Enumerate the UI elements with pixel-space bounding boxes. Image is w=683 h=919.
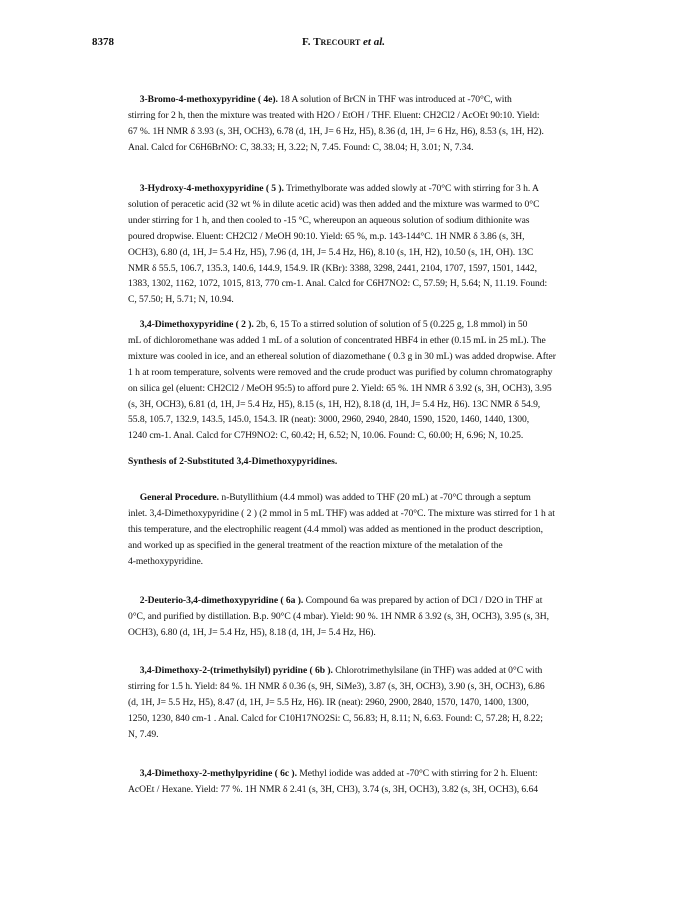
paragraph-compound-2	[128, 317, 598, 444]
text-line: 1250, 1230, 840 cm-1 . Anal. Calcd for C10H17NO2Si: C, 56.83; H, 8.11; N, 6.63. Found: C, 57.28; H, 8.22;	[128, 712, 543, 724]
paragraph-compound-5	[128, 181, 598, 308]
text-line: poured dropwise. Eluent: CH2Cl2 / MeOH 90:10. Yield: 65 %, m.p. 143-144°C. 1H NMR δ 3.86 (s, 3H,	[128, 230, 525, 242]
text-line: stirring for 1.5 h. Yield: 84 %. 1H NMR δ 0.36 (s, 9H, SiMe3), 3.87 (s, 3H, OCH3), 3.90 (s, 3H, OCH3), 6.86	[128, 680, 545, 692]
text-line: C, 57.50; H, 5.71; N, 10.94.	[128, 294, 234, 306]
text-line: mL of dichloromethane was added 1 mL of a solution of concentrated HBF4 in ether (0.15 mL in 25 mL). The	[128, 334, 546, 346]
text-line: Anal. Calcd for C6H6BrNO: C, 38.33; H, 3.22; N, 7.45. Found: C, 38.04; H, 3.01; N, 7.34.	[128, 141, 474, 153]
text-line	[128, 181, 598, 197]
compound-title: General Procedure.	[139, 492, 219, 503]
text-line: on silica gel (eluent: CH2Cl2 / MeOH 95:5) to afford pure 2. Yield: 65 %. 1H NMR δ 3.92 (s, 3H, OCH3), 3.95	[128, 382, 552, 394]
text-line	[128, 490, 598, 506]
text-line: 4-methoxypyridine.	[128, 555, 204, 567]
line-text: n-Butyllithium (4.4 mmol) was added to THF (20 mL) at -70°C through a septum	[218, 492, 531, 503]
text-line: stirring for 2 h, then the mixture was treated with H2O / EtOH / THF. Eluent: CH2Cl2 / AcOEt 90:10. Yield:	[128, 109, 540, 121]
text-line: and worked up as specified in the general treatment of the reaction mixture of the metalation of the	[128, 539, 503, 551]
et-al: et al.	[360, 36, 386, 48]
text-line: inlet. 3,4-Dimethoxypyridine ( 2 ) (2 mmol in 5 mL THF) was added at -70°C. The mixture was stirred for 1 h at	[128, 507, 555, 519]
line-text: Methyl iodide was added at -70°C with stirring for 2 h. Eluent:	[296, 768, 538, 779]
text-line: under stirring for 1 h, and then cooled to -15 °C, whereupon an aqueous solution of sodium dithionite was	[128, 214, 530, 226]
text-line: mixture was cooled in ice, and an ethereal solution of diazomethane ( 0.3 g in 30 mL) was added dropwise. After	[128, 350, 556, 362]
page-number: 8378	[92, 36, 114, 48]
line-text: 18 A solution of BrCN in THF was introduced at -70°C, with	[277, 94, 512, 105]
text-line	[128, 663, 598, 679]
text-line: NMR δ 55.5, 106.7, 135.3, 140.6, 144.9, 154.9. IR (KBr): 3388, 3298, 2441, 2104, 1707, 1597, 1501, 1442,	[128, 262, 537, 274]
text-line: AcOEt / Hexane. Yield: 77 %. 1H NMR δ 2.41 (s, 3H, CH3), 3.74 (s, 3H, OCH3), 3.82 (s, 3H, OCH3), 6.64	[128, 783, 539, 795]
paragraph-general-procedure	[128, 490, 598, 570]
text-line: 1383, 1302, 1162, 1072, 1015, 813, 770 cm-1. Anal. Calcd for C6H7NO2: C, 57.59; H, 5.64; N, 11.19. Found:	[128, 278, 548, 290]
text-line: OCH3), 6.80 (d, 1H, J= 5.4 Hz, H5), 8.18 (d, 1H, J= 5.4 Hz, H6).	[128, 626, 376, 638]
text-line: this temperature, and the electrophilic reagent (4.4 mmol) was added as mentioned in the product description,	[128, 523, 543, 535]
author-surname: Trecourt	[313, 36, 361, 48]
section-heading: Synthesis of 2-Substituted 3,4-Dimethoxypyridines.	[128, 456, 338, 467]
running-head	[302, 36, 385, 48]
text-line: OCH3), 6.80 (d, 1H, J= 5.4 Hz, H5), 7.96 (d, 1H, J= 5.4 Hz, H6), 8.10 (s, 1H, H2), 10.50 (s, 1H, OH). 13C	[128, 246, 534, 258]
text-line: (d, 1H, J= 5.5 Hz, H5), 8.47 (d, 1H, J= 5.5 Hz, H6). IR (neat): 2960, 2900, 2840, 1570, 1470, 1400, 1300,	[128, 696, 529, 708]
line-text: Compound 6a was prepared by action of DCl / D2O in THF at	[303, 595, 543, 606]
text-line	[128, 92, 598, 108]
text-line	[128, 593, 598, 609]
compound-title: 2-Deuterio-3,4-dimethoxypyridine ( 6a ).	[139, 595, 304, 606]
text-line: 55.8, 105.7, 132.9, 143.5, 145.0, 154.3. IR (neat): 3000, 2960, 2940, 2840, 1590, 1520, 1460, 1440, 1300,	[128, 414, 530, 426]
text-line: 1 h at room temperature, solvents were removed and the crude product was purified by column chromatography	[128, 366, 553, 378]
compound-title: 3-Bromo-4-methoxypyridine ( 4e).	[139, 94, 278, 105]
compound-title: 3,4-Dimethoxy-2-methylpyridine ( 6c ).	[139, 768, 297, 779]
paragraph-compound-4e	[128, 92, 598, 156]
paragraph-compound-6c	[128, 766, 598, 798]
text-line: solution of peracetic acid (32 wt % in dilute acetic acid) was then added and the mixture was warmed to 0°C	[128, 198, 540, 210]
author-initial: F.	[302, 36, 314, 48]
text-line: 67 %. 1H NMR δ 3.93 (s, 3H, OCH3), 6.78 (d, 1H, J= 6 Hz, H5), 8.36 (d, 1H, J= 6 Hz, H6), 8.53 (s, 1H, H2).	[128, 125, 544, 137]
paragraph-compound-6b	[128, 663, 598, 743]
paragraph-compound-6a	[128, 593, 598, 641]
line-text: Trimethylborate was added slowly at -70°C with stirring for 3 h. A	[283, 183, 539, 194]
compound-title: 3,4-Dimethoxypyridine ( 2 ).	[139, 319, 254, 330]
text-line	[128, 317, 598, 333]
text-line: 1240 cm-1. Anal. Calcd for C7H9NO2: C, 60.42; H, 6.52; N, 10.06. Found: C, 60.00; H, 6.96; N, 10.25.	[128, 430, 524, 442]
text-line	[128, 766, 598, 782]
text-line: (s, 3H, OCH3), 6.81 (d, 1H, J= 5.4 Hz, H5), 8.15 (s, 1H, H2), 8.18 (d, 1H, J= 5.4 Hz, H6). 13C NMR δ 54.9,	[128, 398, 541, 410]
line-text: Chlorotrimethylsilane (in THF) was added at 0°C with	[332, 665, 543, 676]
line-text: 2b, 6, 15 To a stirred solution of solution of 5 (0.225 g, 1.8 mmol) in 50	[253, 319, 528, 330]
compound-title: 3,4-Dimethoxy-2-(trimethylsilyl) pyridine ( 6b ).	[139, 665, 333, 676]
text-line: N, 7.49.	[128, 728, 159, 740]
compound-title: 3-Hydroxy-4-methoxypyridine ( 5 ).	[139, 183, 284, 194]
text-line: 0°C, and purified by distillation. B.p. 90°C (4 mbar). Yield: 90 %. 1H NMR δ 3.92 (s, 3H, OCH3), 3.95 (s, 3H,	[128, 610, 550, 622]
